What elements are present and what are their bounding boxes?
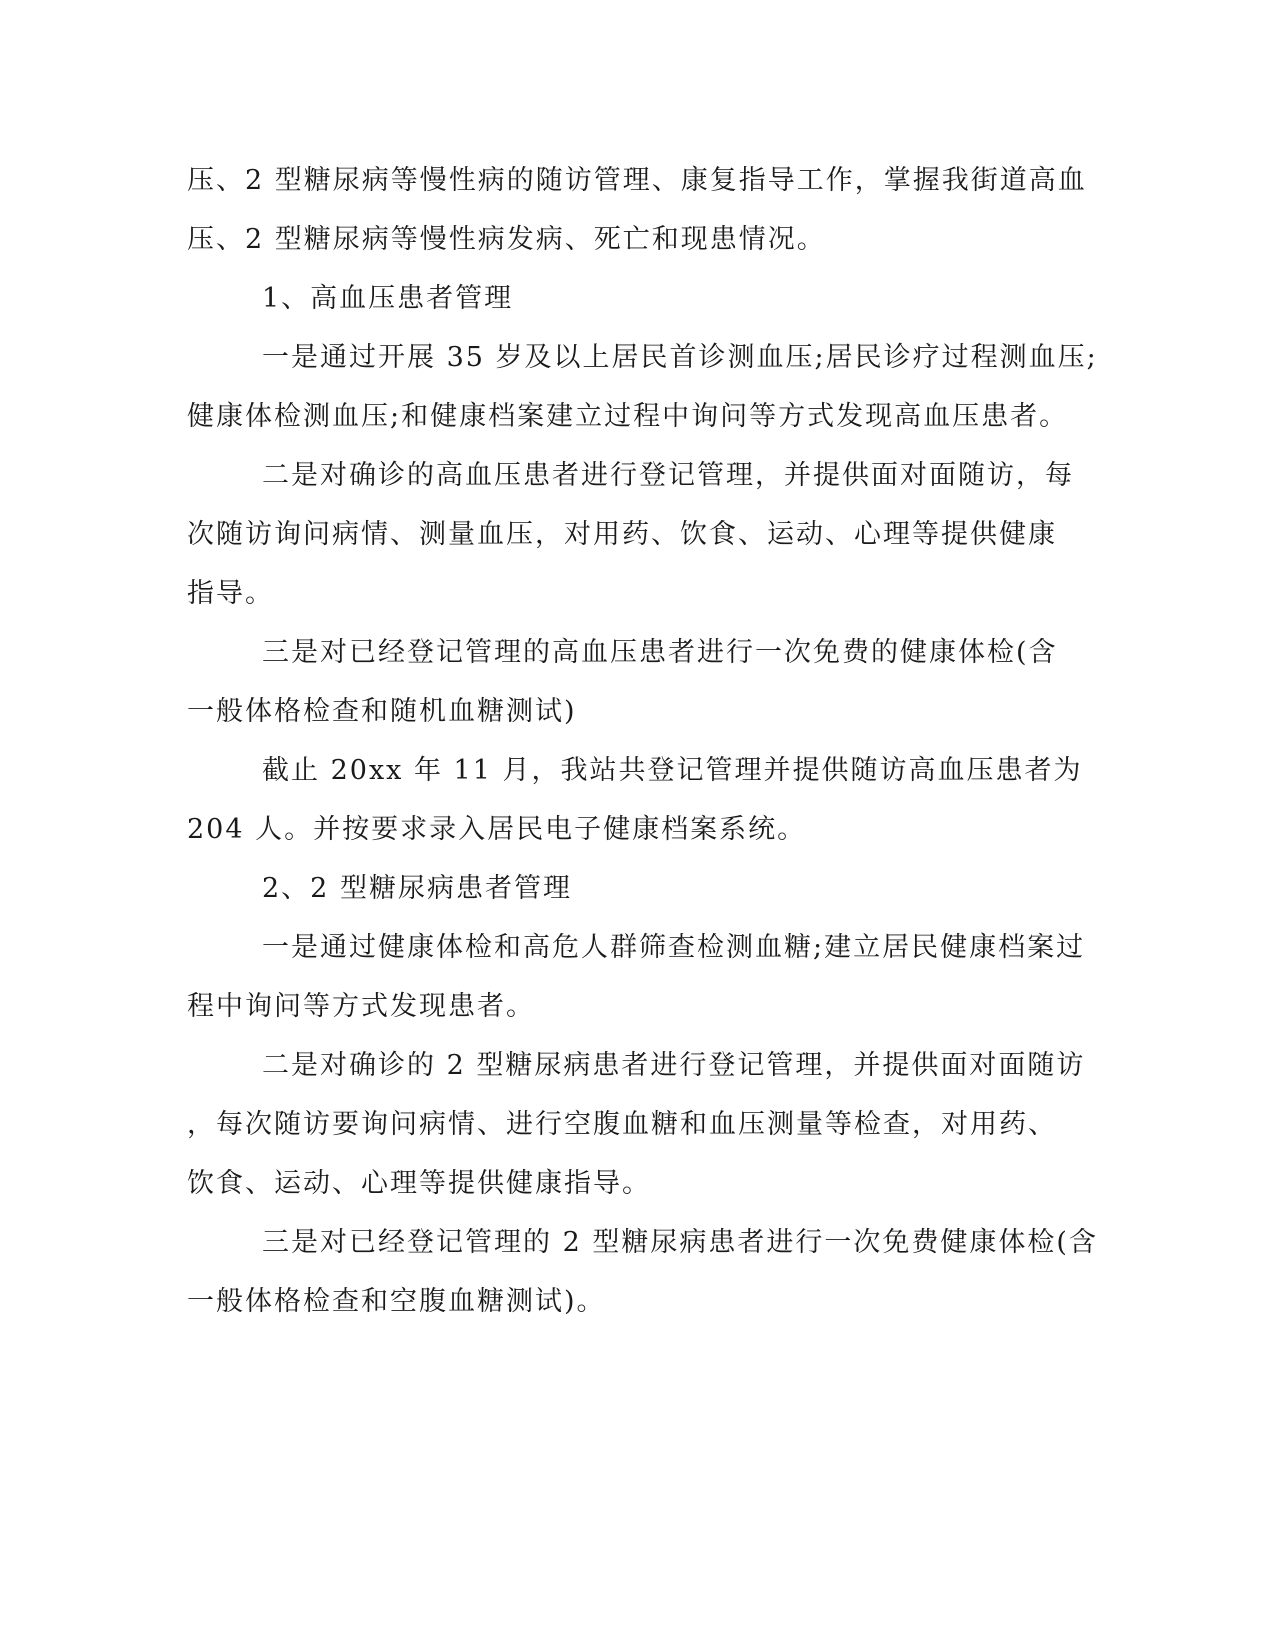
paragraph-line: 程中询问等方式发现患者。	[187, 991, 535, 1022]
paragraph-line: 一是通过开展 35 岁及以上居民首诊测血压;居民诊疗过程测血压;	[262, 342, 1098, 373]
paragraph-line: 一是通过健康体检和高危人群筛查检测血糖;建立居民健康档案过	[262, 932, 1086, 963]
paragraph-line: 次随访询问病情、测量血压，对用药、饮食、运动、心理等提供健康	[187, 519, 1057, 550]
paragraph-line: 压、2 型糖尿病等慢性病的随访管理、康复指导工作，掌握我街道高血	[187, 165, 1087, 196]
paragraph-line: 截止 20xx 年 11 月，我站共登记管理并提供随访高血压患者为	[262, 755, 1083, 786]
paragraph-line: 指导。	[187, 578, 274, 609]
paragraph-line: 一般体格检查和随机血糖测试)	[187, 696, 577, 727]
paragraph-line: 二是对确诊的 2 型糖尿病患者进行登记管理，并提供面对面随访	[262, 1050, 1086, 1081]
paragraph-line: 健康体检测血压;和健康档案建立过程中询问等方式发现高血压患者。	[187, 401, 1069, 432]
paragraph-line: 三是对已经登记管理的 2 型糖尿病患者进行一次免费健康体检(含	[262, 1227, 1098, 1258]
paragraph-line: 204 人。并按要求录入居民电子健康档案系统。	[187, 814, 807, 845]
paragraph-line: 饮食、运动、心理等提供健康指导。	[187, 1168, 651, 1199]
paragraph-line: ，每次随访要询问病情、进行空腹血糖和血压测量等检查，对用药、	[187, 1109, 1057, 1140]
section-heading: 2、2 型糖尿病患者管理	[262, 873, 572, 904]
paragraph-line: 压、2 型糖尿病等慢性病发病、死亡和现患情况。	[187, 224, 826, 255]
paragraph-line: 一般体格检查和空腹血糖测试)。	[187, 1286, 606, 1317]
paragraph-line: 二是对确诊的高血压患者进行登记管理，并提供面对面随访，每	[262, 460, 1074, 491]
paragraph-line: 三是对已经登记管理的高血压患者进行一次免费的健康体检(含	[262, 637, 1058, 668]
section-heading: 1、高血压患者管理	[262, 283, 514, 314]
